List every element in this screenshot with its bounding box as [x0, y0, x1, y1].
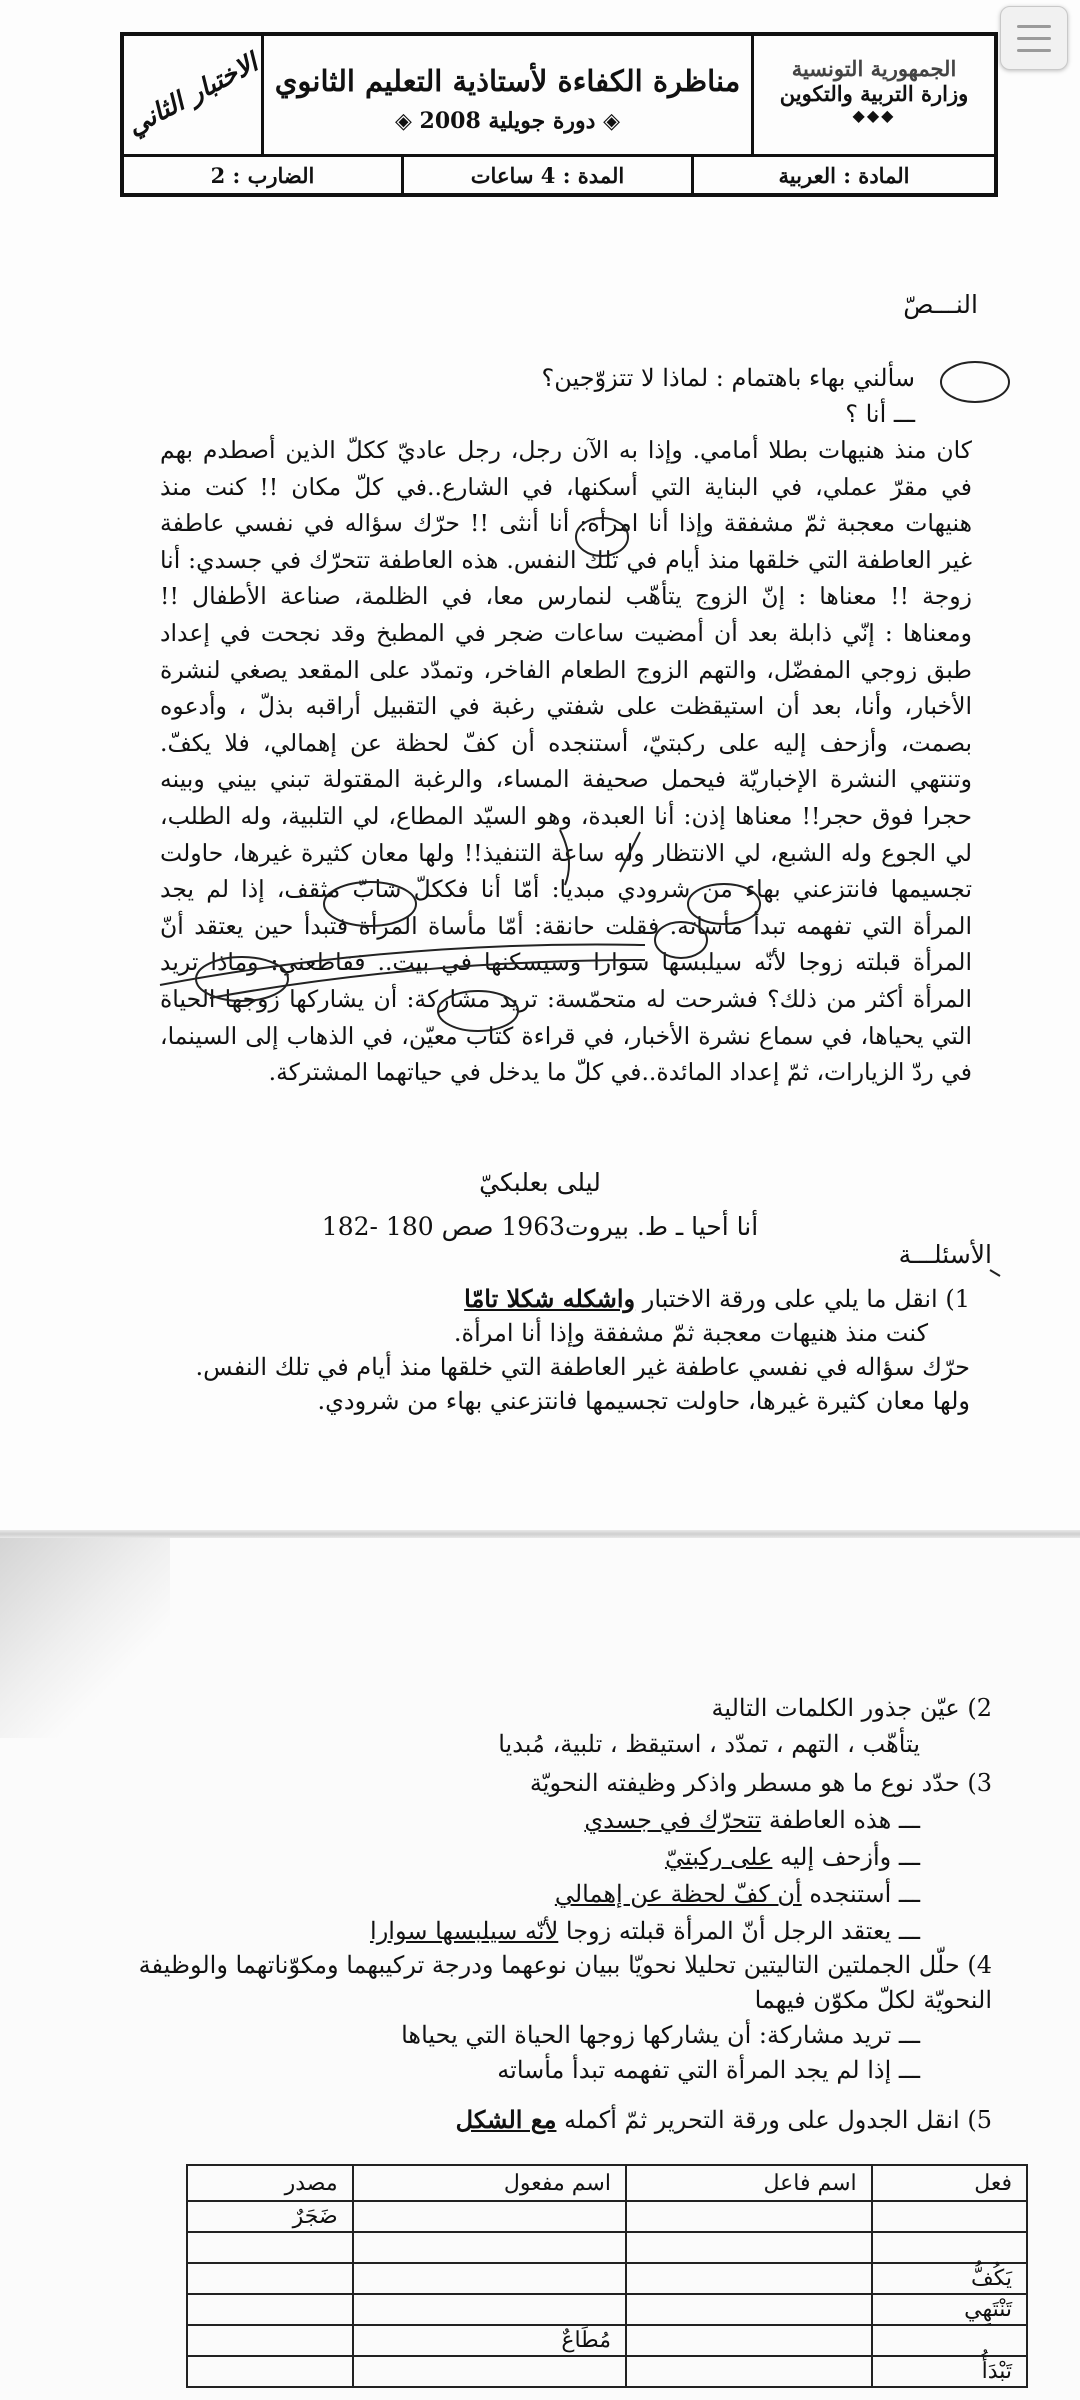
- question-3-item: [92, 1913, 920, 1950]
- menu-line-icon: [1017, 49, 1051, 52]
- item-text: يعتقد الرجل أنّ المرأة قبلته زوجا: [558, 1917, 892, 1945]
- dialog: [155, 360, 915, 432]
- item-underlined: أن كفّ لحظة عن إهمالي: [554, 1880, 802, 1908]
- item-underlined: على ركبتيّ: [664, 1843, 773, 1871]
- table-cell: [626, 2356, 872, 2387]
- table-cell: [872, 2325, 1027, 2356]
- table-cell: يَكُفُّ: [872, 2263, 1027, 2294]
- question-2: [92, 1690, 992, 1762]
- question-1-prompt-text: 1) انقل ما يلي على ورقة الاختبار: [635, 1285, 970, 1313]
- menu-button[interactable]: [1000, 6, 1068, 70]
- question-4-item: ـــ إذا لم يجد المرأة التي تفهمه تبدأ مأساته: [92, 2053, 920, 2088]
- exam-title-cell: [264, 36, 754, 154]
- table-cell: [353, 2356, 626, 2387]
- table-row: [187, 2294, 1027, 2325]
- table-cell: [626, 2294, 872, 2325]
- table-row: [187, 2232, 1027, 2263]
- page-separator: [0, 1530, 1080, 1538]
- table-header-row: [187, 2165, 1027, 2201]
- subject: المادة : العربية: [778, 162, 910, 188]
- question-3-prompt: 3) حدّد نوع ما هو مسطر واذكر وظيفته النحويّة: [529, 1769, 992, 1797]
- table-cell: [187, 2356, 353, 2387]
- table-cell: [872, 2232, 1027, 2263]
- table-cell: [872, 2201, 1027, 2232]
- question-2-prompt: 2) عيّن جذور الكلمات التالية: [711, 1694, 992, 1722]
- question-1-line: ولها معان كثيرة غيرها، حاولت تجسيمها فانتزعني بهاء من شرودي.: [317, 1387, 970, 1415]
- ministry-name: وزارة التربية والتكوين: [779, 81, 969, 106]
- item-underlined: لأنّه سيلبسها سوارا: [370, 1917, 559, 1945]
- table-row: [187, 2356, 1027, 2387]
- question-1-line: حرّك سؤاله في نفسي عاطفة غير العاطفة التي خلقها منذ أيام في تلك النفس.: [195, 1353, 970, 1381]
- exam-info-row: [124, 154, 994, 193]
- republic-name: الجمهورية التونسية: [791, 56, 957, 81]
- exam-title: مناظرة الكفاءة لأستاذية التعليم الثانوي: [274, 64, 741, 98]
- question-3: [92, 1765, 992, 1950]
- question-4-prompt: 4) حلّل الجملتين التاليتين تحليلا نحويّا ببيان نوعهما ودرجة تركيبهما ومكوّناتهما والوظيفة النحويّة لكلّ مكوّن فيهما: [138, 1951, 992, 2014]
- question-1-emphasis: واشكله شكلا تامّا: [464, 1284, 636, 1313]
- table-cell: تَبْدَأُ: [872, 2356, 1027, 2387]
- table-cell: [353, 2294, 626, 2325]
- question-5-emphasis: مع الشكل: [455, 2105, 557, 2134]
- table-cell: [626, 2232, 872, 2263]
- question-5: [92, 2102, 992, 2138]
- body-text: كان منذ هنيهات بطلا أمامي. وإذا به الآن رجل، رجل عاديّ ككلّ الذين أصطدم بهم في مقرّ عملي، في البناية التي أسكنها، في الشارع..في كلّ مكان !! كنت منذ هنيهات معجبة ثمّ مشفقة وإذا أنا امرأة: أنا أنثى !! حرّك سؤاله في نفسي عاطفة غير العاطفة التي خلقها منذ أيام في تلك النفس. هذه العاطفة تتحرّك في جسدي: أنا زوجة !! معناها : إنّ الزوج يتأهّب لنمارس معا، في الظلمة، صناعة الأطفال !! ومعناها : إنّي ذابلة بعد أن أمضيت ساعات ضجر في المطبخ وقد نجحت في إعداد طبق زوجي المفضّل، والتهم الزوج الطعام الفاخر، وتمدّد على المقعد يصغي لنشرة الأخبار، وأنا، بعد أن استيقظت على شفتي رغبة في التقبيل أراقبه بذلّ ، وأدعوه بصمت، وأزحف إليه على ركبتيّ، أستنجده أن كفّ لحظة عن إهمالي، فلا يكفّ. وتنتهي النشرة الإخباريّة فيحمل صحيفة المساء، والرغبة المقتولة تبني بيني وبينه حجرا فوق حجر!! معناها إذن: أنا العبدة، وهو السيّد المطاع، لي التلبية، وله الطلب، لي الجوع وله الشبع، لي الانتظار وله ساعة التنفيذ!! ولها معان كثيرة غيرها، حاولت تجسيمها فانتزعني بهاء من شرودي مبديا: أمّا أنا فككلّ شابّ مثقف، إذا لم يجد المرأة التي تفهمه تبدأ مأساته. فقلت حانقة: أمّا مأساة المرأة فتبدأ حين يعتقد أنّ المرأة قبلته زوجا لأنّه سيلبسها سوارا وسيسكنها في بيت.. فقاطعني: وماذا تريد المرأة أكثر من ذلك؟ فشرحت له متحمّسة: تريد مشاركة: أن يشاركها زوجها الحياة التي يحياها، في سماع نشرة الأخبار، في قراءة كتاب معيّن، في الذهاب إلى السينما، في ردّ الزيارات، ثمّ إعداد المائدة..في كلّ ما يدخل في حياتهما المشتركة.: [160, 436, 972, 1087]
- question-1: [170, 1282, 970, 1418]
- item-underlined: تتحرّك في جسدي: [584, 1806, 762, 1834]
- question-2-words: يتأهّب ، التهم ، تمدّد ، استيقظ ، تلبية، مُبديا: [498, 1730, 920, 1758]
- table-cell: [626, 2263, 872, 2294]
- table-cell: مُطَاعٌ: [353, 2325, 626, 2356]
- coefficient: الضارب : 2: [124, 157, 404, 193]
- table-cell: ضَجَرٌ: [187, 2201, 353, 2232]
- author: ليلى بعلبكيّ: [479, 1168, 601, 1197]
- item-text: هذه العاطفة: [761, 1806, 892, 1834]
- exam-header: [120, 32, 998, 197]
- table-cell: [353, 2232, 626, 2263]
- menu-line-icon: [1017, 37, 1051, 40]
- table-row: [187, 2263, 1027, 2294]
- table-cell: [353, 2201, 626, 2232]
- question-1-prompt: [170, 1282, 970, 1316]
- question-1-line: كنت منذ هنيهات معجبة ثمّ مشفقة وإذا أنا امرأة.: [453, 1319, 928, 1347]
- question-4: [92, 1948, 992, 2088]
- question-3-item: [92, 1802, 920, 1839]
- item-text: أستنجده: [801, 1880, 892, 1908]
- ornament: ◆◆◆: [852, 106, 896, 125]
- source: أنا أحيا ـ ط. بيروت1963 صص 180 -182: [321, 1212, 759, 1241]
- table-header: فعل: [872, 2165, 1027, 2201]
- questions-title: الأسئلـــة: [898, 1240, 992, 1269]
- exam-label: الاختبار الثاني: [122, 48, 263, 142]
- table-cell: [353, 2263, 626, 2294]
- item-text: وأزحف إليه: [772, 1843, 892, 1871]
- table-header: مصدر: [187, 2165, 353, 2201]
- text-title: النـــصّ: [903, 290, 978, 319]
- question-3-item: [92, 1839, 920, 1876]
- table-header: اسم فاعل: [626, 2165, 872, 2201]
- table-cell: [187, 2325, 353, 2356]
- table-cell: [187, 2263, 353, 2294]
- question-4-item: ـــ تريد مشاركة: أن يشاركها زوجها الحياة التي يحياها: [92, 2018, 920, 2053]
- exam-label-cell: [124, 36, 264, 154]
- dialog-line: سألني بهاء باهتمام : لماذا لا تتزوّجين؟: [541, 364, 915, 392]
- menu-line-icon: [1017, 25, 1051, 28]
- table-row: [187, 2325, 1027, 2356]
- ministry-cell: [754, 36, 994, 154]
- exam-session: ◈ دورة جويلية 2008 ◈: [394, 108, 621, 134]
- table-row: [187, 2201, 1027, 2232]
- table-cell: [626, 2325, 872, 2356]
- table-cell: [626, 2201, 872, 2232]
- table-header: اسم مفعول: [353, 2165, 626, 2201]
- duration: المدة : 4 ساعات: [404, 157, 694, 193]
- derivation-table: [186, 2164, 1028, 2388]
- question-3-item: [92, 1876, 920, 1913]
- table-cell: [187, 2294, 353, 2325]
- dialog-line: ـــ أنا ؟: [845, 400, 915, 428]
- table-cell: [187, 2232, 353, 2263]
- table-cell: تَنْتَهِي: [872, 2294, 1027, 2325]
- question-5-prompt: 5) انقل الجدول على ورقة التحرير ثمّ أكمله: [556, 2106, 992, 2134]
